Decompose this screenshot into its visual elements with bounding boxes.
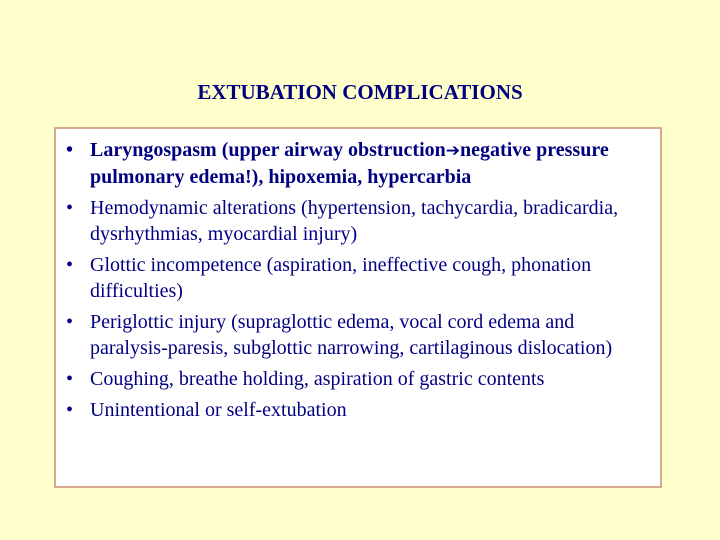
bullet-dot: • [66,139,74,161]
bullet-dot: • [66,399,74,421]
content-box [54,127,662,488]
bullet-text-part1: Laryngospasm (upper airway obstruction [90,139,446,161]
bullet-item-laryngospasm [62,137,646,190]
bullet-text: Coughing, breathe holding, aspiration of gastric contents [90,368,545,390]
bullet-list [56,129,660,423]
bullet-dot: • [66,197,74,219]
bullet-item-coughing [62,366,646,392]
bullet-dot: • [66,368,74,390]
bullet-text: Glottic incompetence (aspiration, ineffective cough, phonation difficulties) [90,254,592,302]
bullet-item-periglottic [62,309,646,361]
bullet-item-extubation [62,397,646,423]
bullet-text-part2: negative pressure pulmonary edema!), hipoxemia, hypercarbia [90,139,609,188]
bullet-text: Periglottic injury (supraglottic edema, vocal cord edema and paralysis-paresis, subglottic narrowing, cartilaginous dislocation) [90,311,613,359]
bullet-item-glottic [62,252,646,304]
bullet-dot: • [66,311,74,333]
bullet-text: Hemodynamic alterations (hypertension, tachycardia, bradicardia, dysrhythmias, myocardial injury) [90,197,619,245]
bullet-item-hemodynamic [62,195,646,247]
bullet-text: Unintentional or self-extubation [90,399,347,421]
bullet-dot: • [66,254,74,276]
slide-title: EXTUBATION COMPLICATIONS [197,80,523,104]
arrow-right-icon: ➔ [445,141,461,161]
